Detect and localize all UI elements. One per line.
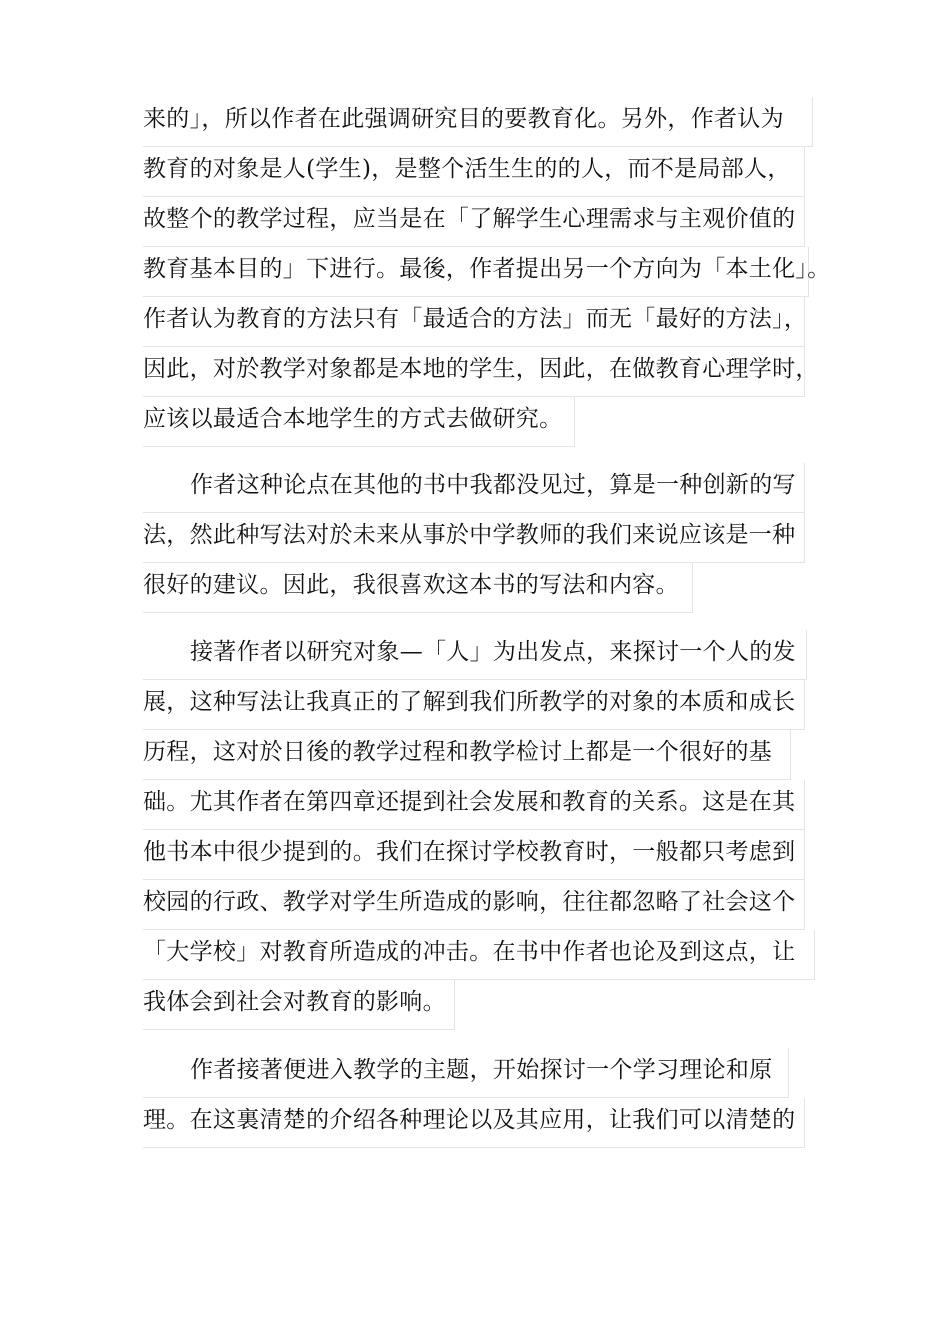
- text-line: 教育的对象是人(学生)，是整个活生生的的人，而不是局部人，: [143, 147, 805, 197]
- text-line: 来的」，所以作者在此强调研究目的要教育化。另外，作者认为: [143, 97, 813, 147]
- paragraph-learning-theory: [143, 1048, 833, 1148]
- text-line: 础。尤其作者在第四章还提到社会发展和教育的关系。这是在其: [143, 780, 805, 830]
- text-line: 「大学校」对教育所造成的冲击。在书中作者也论及到这点，让: [143, 930, 815, 980]
- text-line: 教育基本目的」下进行。最後，作者提出另一个方向为「本土化」。: [143, 247, 809, 297]
- text-line: 因此，对於教学对象都是本地的学生，因此，在做教育心理学时，: [143, 347, 805, 397]
- text-line: 校园的行政、教学对学生所造成的影响，往往都忽略了社会这个: [143, 880, 805, 930]
- text-line: 他书本中很少提到的。我们在探讨学校教育时，一般都只考虑到: [143, 830, 805, 880]
- text-line: 作者这种论点在其他的书中我都没见过，算是一种创新的写: [143, 463, 805, 513]
- text-line: 理。在这裏清楚的介绍各种理论以及其应用，让我们可以清楚的: [143, 1098, 805, 1148]
- text-line: 展，这种写法让我真正的了解到我们所教学的对象的本质和成长: [143, 680, 805, 730]
- text-line: 接著作者以研究对象—「人」为出发点，来探讨一个人的发: [143, 630, 807, 680]
- text-line: 应该以最适合本地学生的方式去做研究。: [143, 397, 575, 447]
- text-line: 历程，这对於日後的教学过程和教学检讨上都是一个很好的基: [143, 730, 791, 780]
- text-line: 故整个的教学过程，应当是在「了解学生心理需求与主观价值的: [143, 197, 805, 247]
- paragraph-research-direction: [143, 97, 833, 447]
- text-line: 法，然此种写法对於未来从事於中学教师的我们来说应该是一种: [143, 513, 805, 563]
- paragraph-innovative-writing: [143, 463, 833, 613]
- text-line: 作者认为教育的方法只有「最适合的方法」而无「最好的方法」，: [143, 297, 805, 347]
- paragraph-human-development: [143, 630, 833, 1030]
- text-line: 作者接著便进入教学的主题，开始探讨一个学习理论和原: [143, 1048, 789, 1098]
- text-line: 很好的建议。因此，我很喜欢这本书的写法和内容。: [143, 563, 693, 613]
- text-line: 我体会到社会对教育的影响。: [143, 980, 455, 1030]
